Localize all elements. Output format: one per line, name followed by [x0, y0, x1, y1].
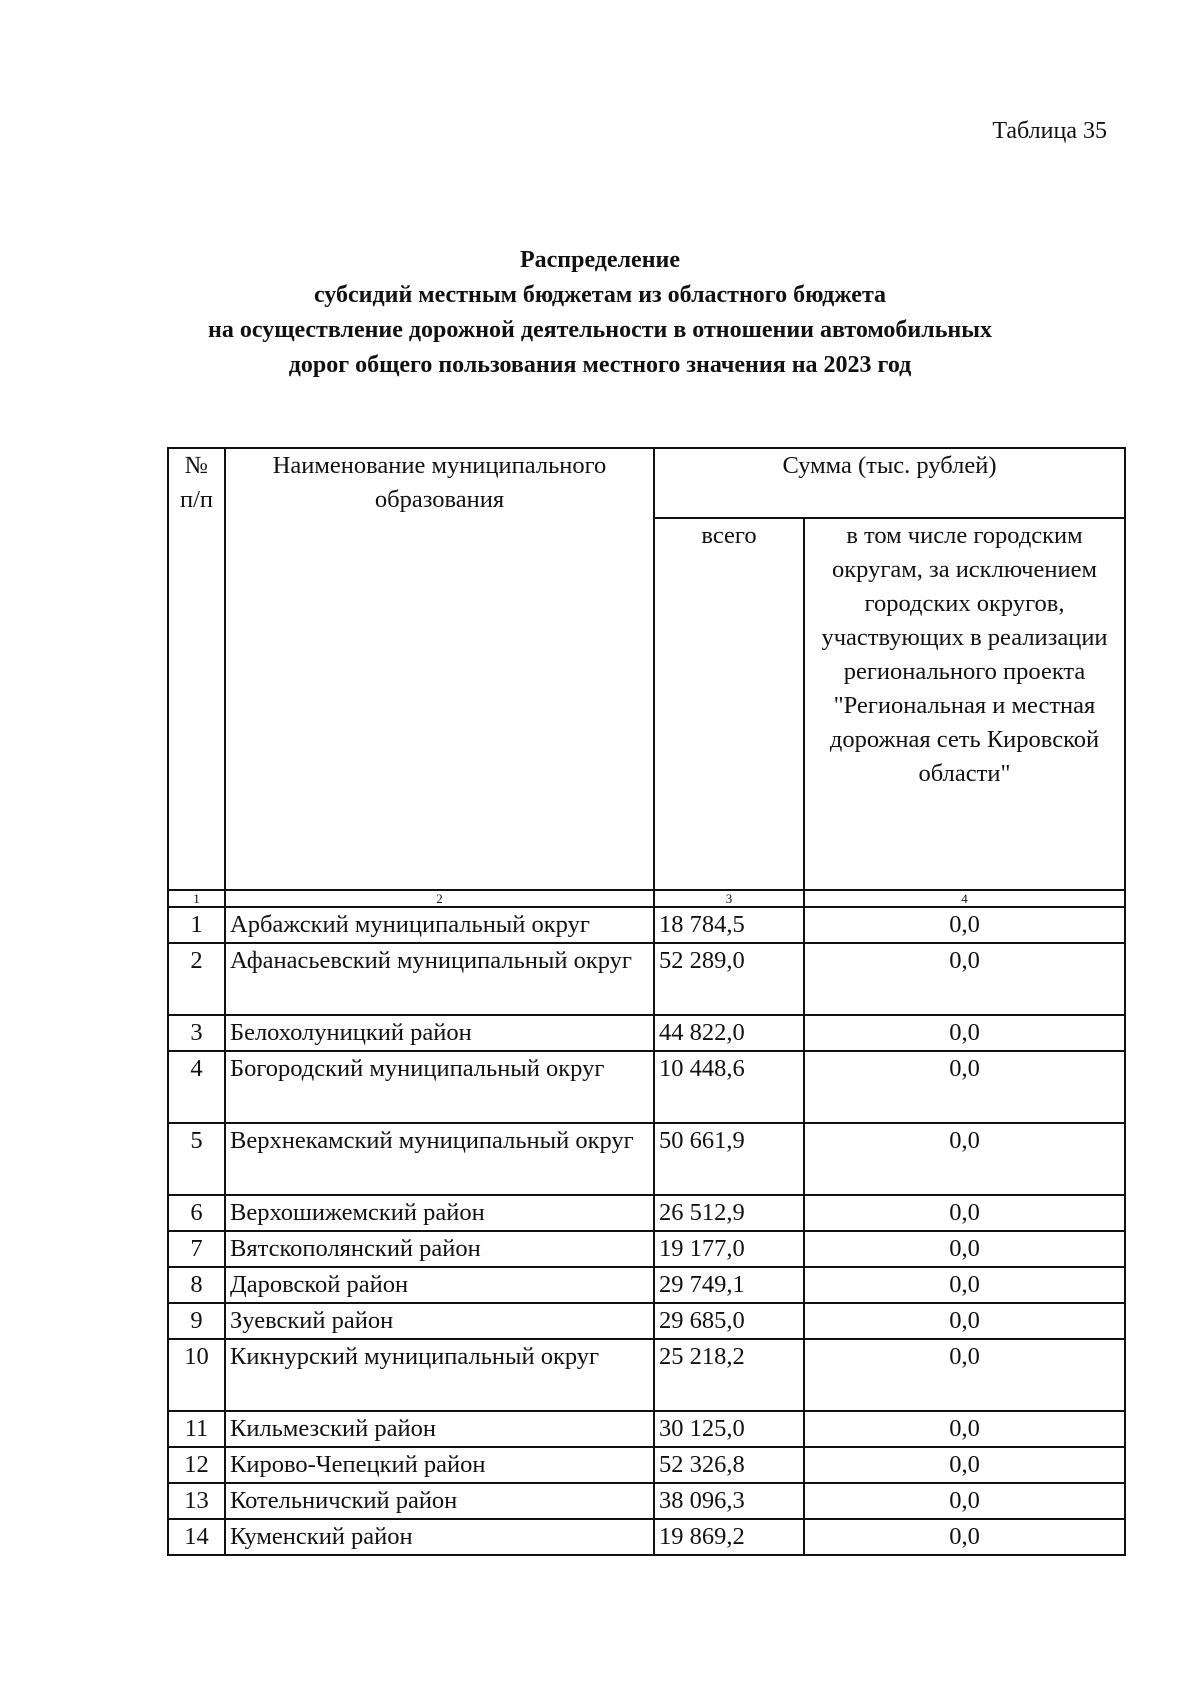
row-including: 0,0 [804, 943, 1125, 1015]
row-including: 0,0 [804, 1339, 1125, 1411]
row-number: 6 [168, 1195, 225, 1231]
column-number: 2 [225, 890, 654, 907]
row-name: Котельничский район [225, 1483, 654, 1519]
row-total: 18 784,5 [654, 907, 804, 943]
row-number: 11 [168, 1411, 225, 1447]
row-name: Белохолуницкий район [225, 1015, 654, 1051]
row-name: Верхошижемский район [225, 1195, 654, 1231]
row-including: 0,0 [804, 1447, 1125, 1483]
table-row [168, 1303, 1125, 1339]
row-total: 19 869,2 [654, 1519, 804, 1555]
row-number: 12 [168, 1447, 225, 1483]
table-row [168, 943, 1125, 1015]
table-row [168, 1051, 1125, 1123]
row-number: 1 [168, 907, 225, 943]
row-number: 4 [168, 1051, 225, 1123]
row-number: 9 [168, 1303, 225, 1339]
row-including: 0,0 [804, 1015, 1125, 1051]
row-including: 0,0 [804, 1519, 1125, 1555]
column-number: 1 [168, 890, 225, 907]
row-including: 0,0 [804, 1051, 1125, 1123]
column-number: 4 [804, 890, 1125, 907]
row-name: Арбажский муниципальный округ [225, 907, 654, 943]
title-line: субсидий местным бюджетам из областного бюджета [313, 282, 887, 308]
document-title [150, 243, 1050, 383]
row-number: 10 [168, 1339, 225, 1411]
header-sum: Сумма (тыс. рублей) [654, 448, 1125, 518]
row-name: Кирово-Чепецкий район [225, 1447, 654, 1483]
table-body [168, 448, 1125, 1555]
title-line: дорог общего пользования местного значения на 2023 год [288, 352, 912, 378]
row-including: 0,0 [804, 907, 1125, 943]
table-row [168, 1123, 1125, 1195]
row-total: 52 289,0 [654, 943, 804, 1015]
table-row [168, 1411, 1125, 1447]
row-total: 29 685,0 [654, 1303, 804, 1339]
row-total: 30 125,0 [654, 1411, 804, 1447]
header-row [168, 448, 1125, 518]
row-number: 5 [168, 1123, 225, 1195]
table-row [168, 1519, 1125, 1555]
header-total: всего [654, 518, 804, 890]
row-number: 3 [168, 1015, 225, 1051]
row-name: Вятскополянский район [225, 1231, 654, 1267]
row-including: 0,0 [804, 1195, 1125, 1231]
row-total: 25 218,2 [654, 1339, 804, 1411]
row-name: Верхнекамский муниципальный округ [225, 1123, 654, 1195]
row-name: Кикнурский муниципальный округ [225, 1339, 654, 1411]
row-name: Даровской район [225, 1267, 654, 1303]
table-row [168, 1339, 1125, 1411]
row-including: 0,0 [804, 1231, 1125, 1267]
table-row [168, 1195, 1125, 1231]
table-row [168, 907, 1125, 943]
column-number: 3 [654, 890, 804, 907]
header-including: в том числе городским округам, за исключением городских округов, участвующих в реализации регионального проекта "Региональная и местная дорожная сеть Кировской области" [804, 518, 1125, 890]
row-including: 0,0 [804, 1303, 1125, 1339]
row-including: 0,0 [804, 1123, 1125, 1195]
row-total: 52 326,8 [654, 1447, 804, 1483]
row-name: Куменский район [225, 1519, 654, 1555]
row-total: 50 661,9 [654, 1123, 804, 1195]
row-total: 10 448,6 [654, 1051, 804, 1123]
subsidy-distribution-table [167, 447, 1126, 1556]
row-total: 26 512,9 [654, 1195, 804, 1231]
row-number: 8 [168, 1267, 225, 1303]
row-name: Богородский муниципальный округ [225, 1051, 654, 1123]
row-total: 29 749,1 [654, 1267, 804, 1303]
row-name: Кильмезский район [225, 1411, 654, 1447]
row-number: 2 [168, 943, 225, 1015]
header-num: № п/п [168, 448, 225, 890]
table-row [168, 1447, 1125, 1483]
row-name: Афанасьевский муниципальный округ [225, 943, 654, 1015]
header-name: Наименование муниципального образования [225, 448, 654, 890]
row-number: 13 [168, 1483, 225, 1519]
row-including: 0,0 [804, 1411, 1125, 1447]
table-row [168, 1267, 1125, 1303]
row-name: Зуевский район [225, 1303, 654, 1339]
title-line: на осуществление дорожной деятельности в отношении автомобильных [208, 317, 992, 343]
row-including: 0,0 [804, 1267, 1125, 1303]
title-line: Распределение [519, 247, 681, 273]
table-row [168, 1483, 1125, 1519]
row-total: 38 096,3 [654, 1483, 804, 1519]
table-row [168, 1231, 1125, 1267]
column-number-row [168, 890, 1125, 907]
row-number: 14 [168, 1519, 225, 1555]
table-row [168, 1015, 1125, 1051]
row-total: 44 822,0 [654, 1015, 804, 1051]
table-label: Таблица 35 [992, 118, 1107, 144]
row-including: 0,0 [804, 1483, 1125, 1519]
row-number: 7 [168, 1231, 225, 1267]
row-total: 19 177,0 [654, 1231, 804, 1267]
